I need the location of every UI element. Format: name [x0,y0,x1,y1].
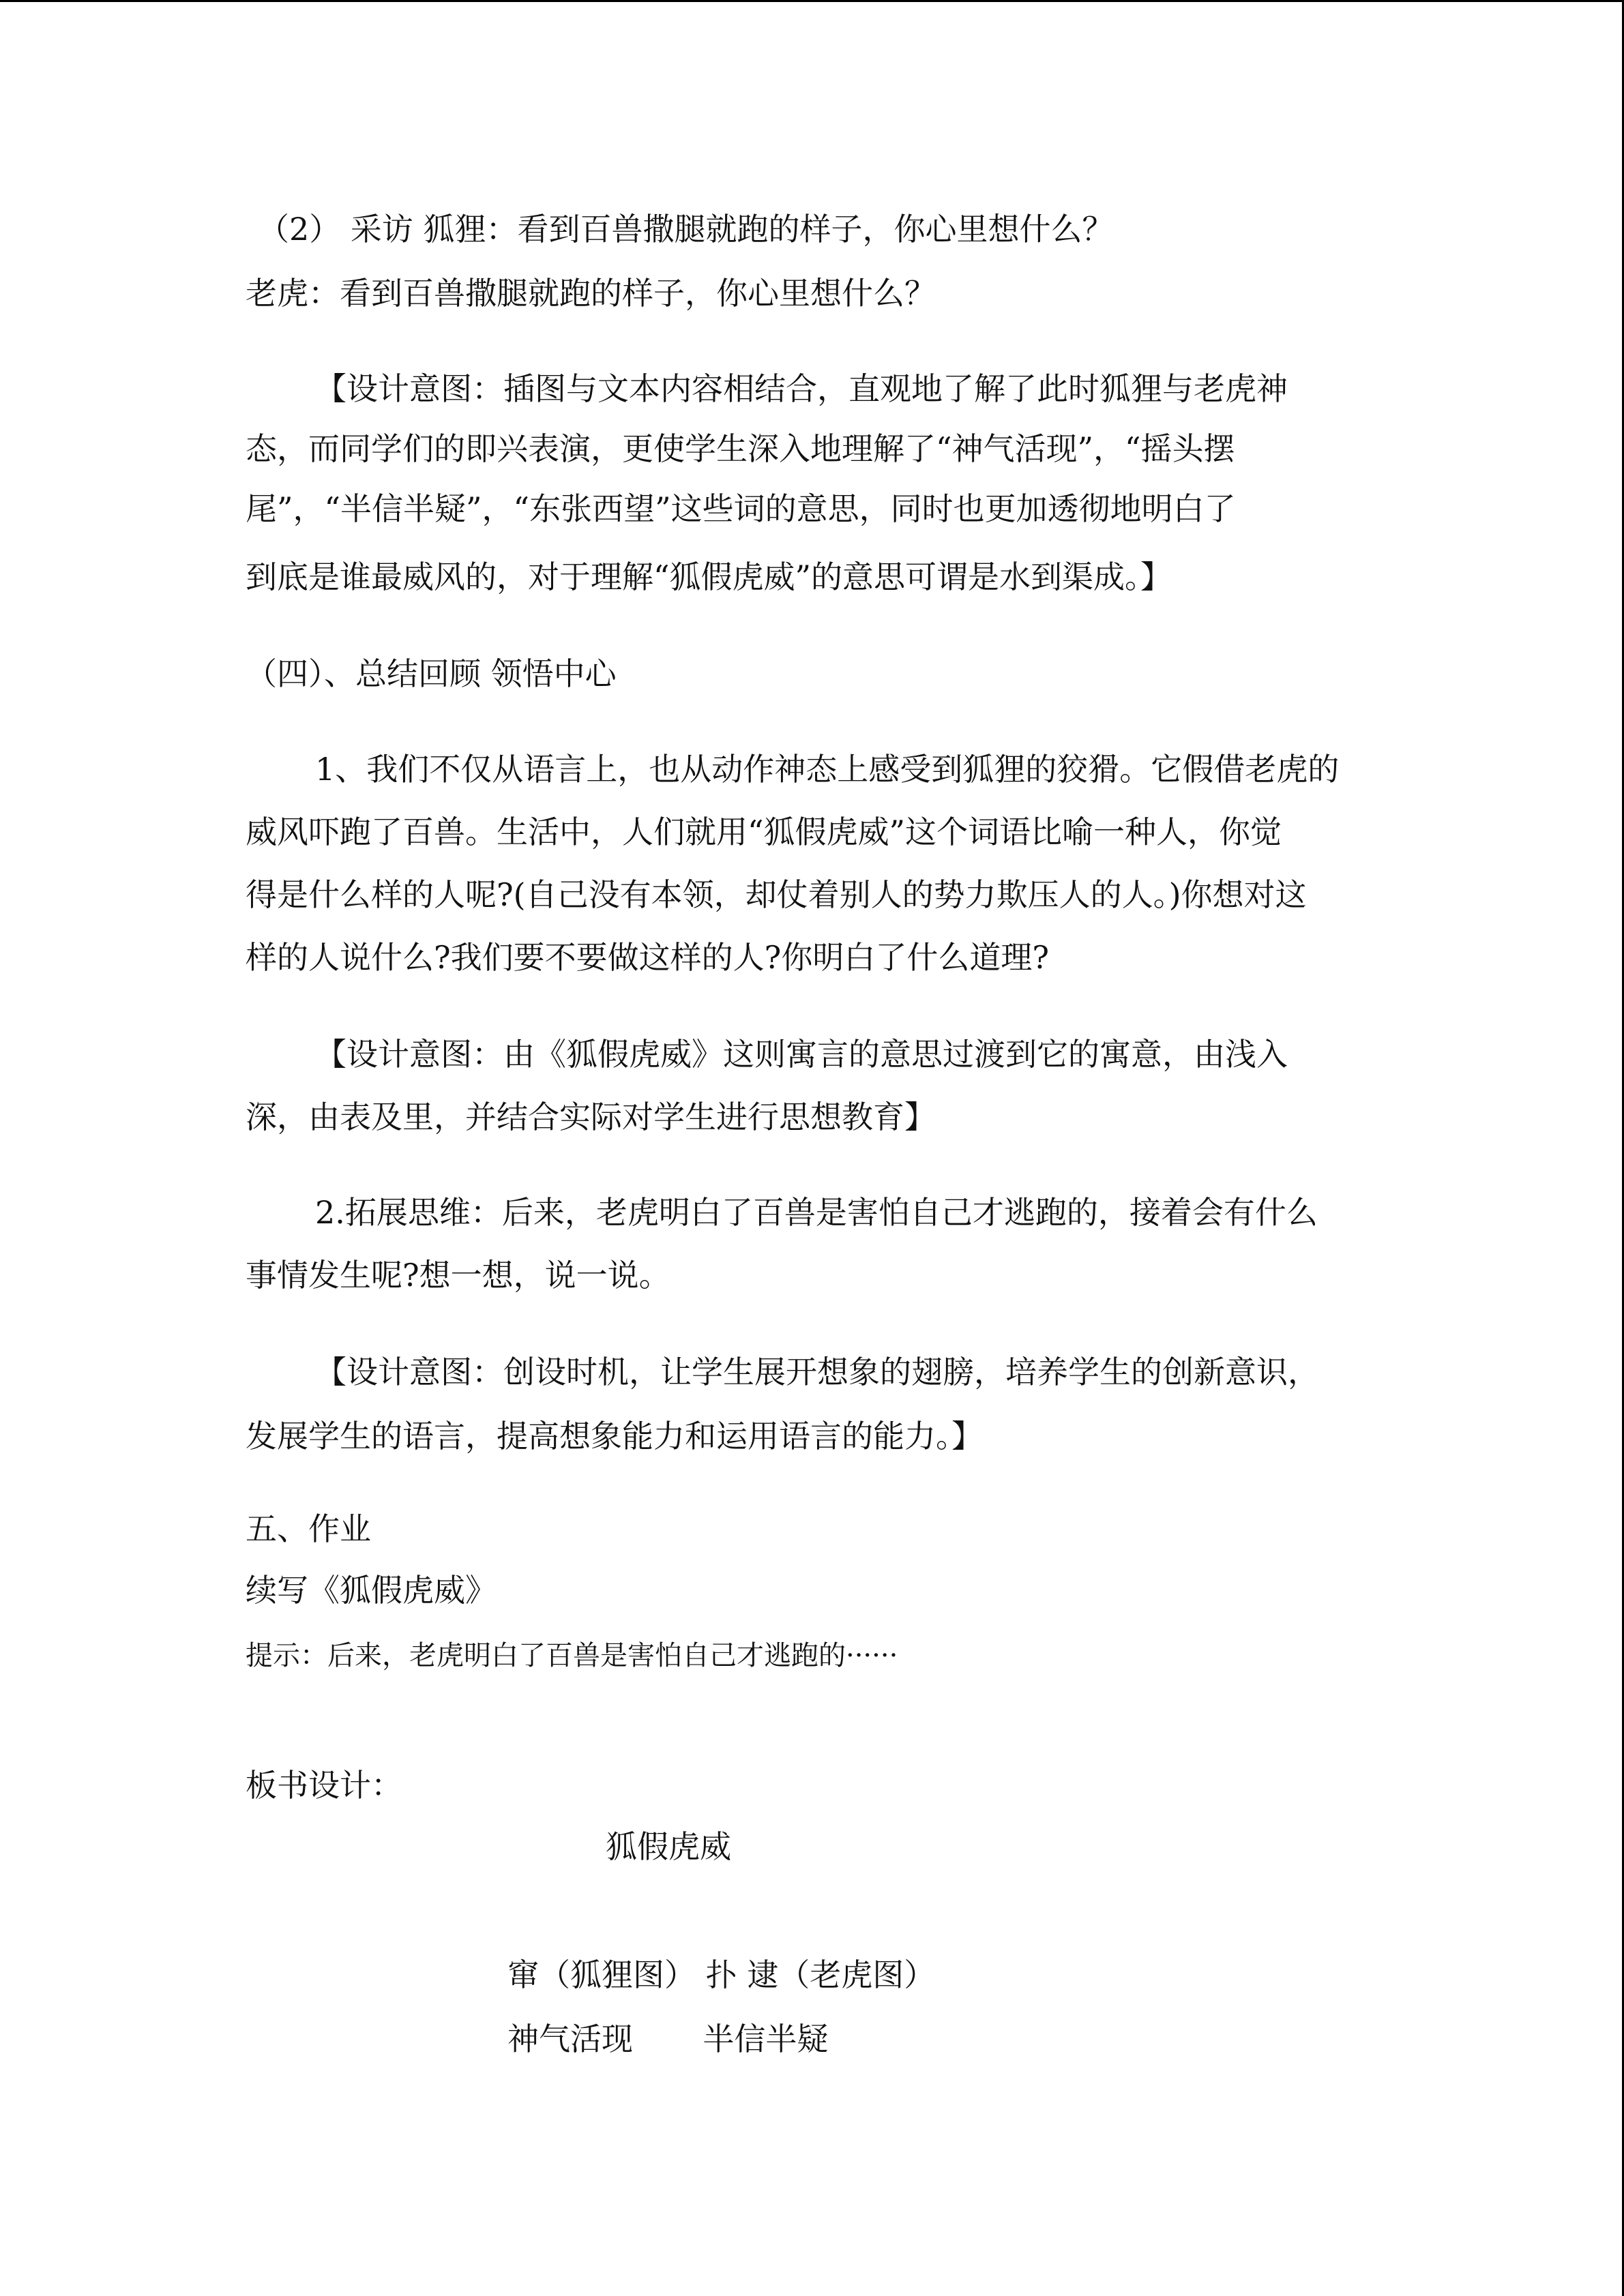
summary-item-2-line-2: 事情发生呢?想一想，说一说。 [246,1257,670,1294]
design-intent-1-line-2: 态，而同学们的即兴表演，更使学生深入地理解了“神气活现”，“摇头摆 [246,430,1235,467]
interview-question-fox: （2） 采访 狐狸：看到百兽撒腿就跑的样子，你心里想什么？ [258,211,1114,248]
summary-item-1-line-3: 得是什么样的人呢?(自己没有本领，却仗着别人的势力欺压人的人。)你想对这 [246,876,1307,913]
summary-item-1-line-2: 威风吓跑了百兽。生活中，人们就用“狐假虎威”这个词语比喻一种人，你觉 [246,814,1282,850]
board-title: 狐假虎威 [606,1828,731,1865]
page-top-border [0,0,1624,2]
design-intent-2-line-1: 【设计意图：由《狐假虎威》这则寓言的意思过渡到它的寓意，由浅入 [315,1036,1288,1073]
interview-question-tiger: 老虎：看到百兽撒腿就跑的样子，你心里想什么？ [246,275,936,312]
design-intent-1-line-4: 到底是谁最威风的，对于理解“狐假虎威”的意思可谓是水到渠成。】 [246,558,1172,595]
homework-task: 续写《狐假虎威》 [246,1572,497,1609]
board-row-1: 窜（狐狸图） 扑 逮（老虎图） [507,1956,936,1993]
design-intent-1-line-3: 尾”，“半信半疑”，“东张西望”这些词的意思，同时也更加透彻地明白了 [246,490,1236,527]
design-intent-2-line-2: 深，由表及里，并结合实际对学生进行思想教育】 [246,1099,936,1135]
design-intent-1-line-1: 【设计意图：插图与文本内容相结合，直观地了解了此时狐狸与老虎神 [315,370,1288,407]
section-4-heading: （四）、总结回顾 领悟中心 [246,655,617,692]
board-design-heading: 板书设计： [246,1767,402,1804]
summary-item-1-line-4: 样的人说什么?我们要不要做这样的人?你明白了什么道理? [246,939,1049,976]
homework-heading: 五、作业 [246,1510,371,1547]
design-intent-3-line-1: 【设计意图：创设时机，让学生展开想象的翅膀，培养学生的创新意识， [315,1354,1319,1390]
summary-item-1-line-1: 1、我们不仅从语言上，也从动作神态上感受到狐狸的狡猾。它假借老虎的 [315,751,1340,788]
summary-item-2-line-1: 2.拓展思维：后来，老虎明白了百兽是害怕自己才逃跑的，接着会有什么 [315,1194,1318,1231]
design-intent-3-line-2: 发展学生的语言，提高想象能力和运用语言的能力。】 [246,1418,983,1455]
homework-hint: 提示：后来，老虎明白了百兽是害怕自己才逃跑的······ [246,1640,898,1671]
board-row-2: 神气活现 半信半疑 [507,2021,829,2057]
